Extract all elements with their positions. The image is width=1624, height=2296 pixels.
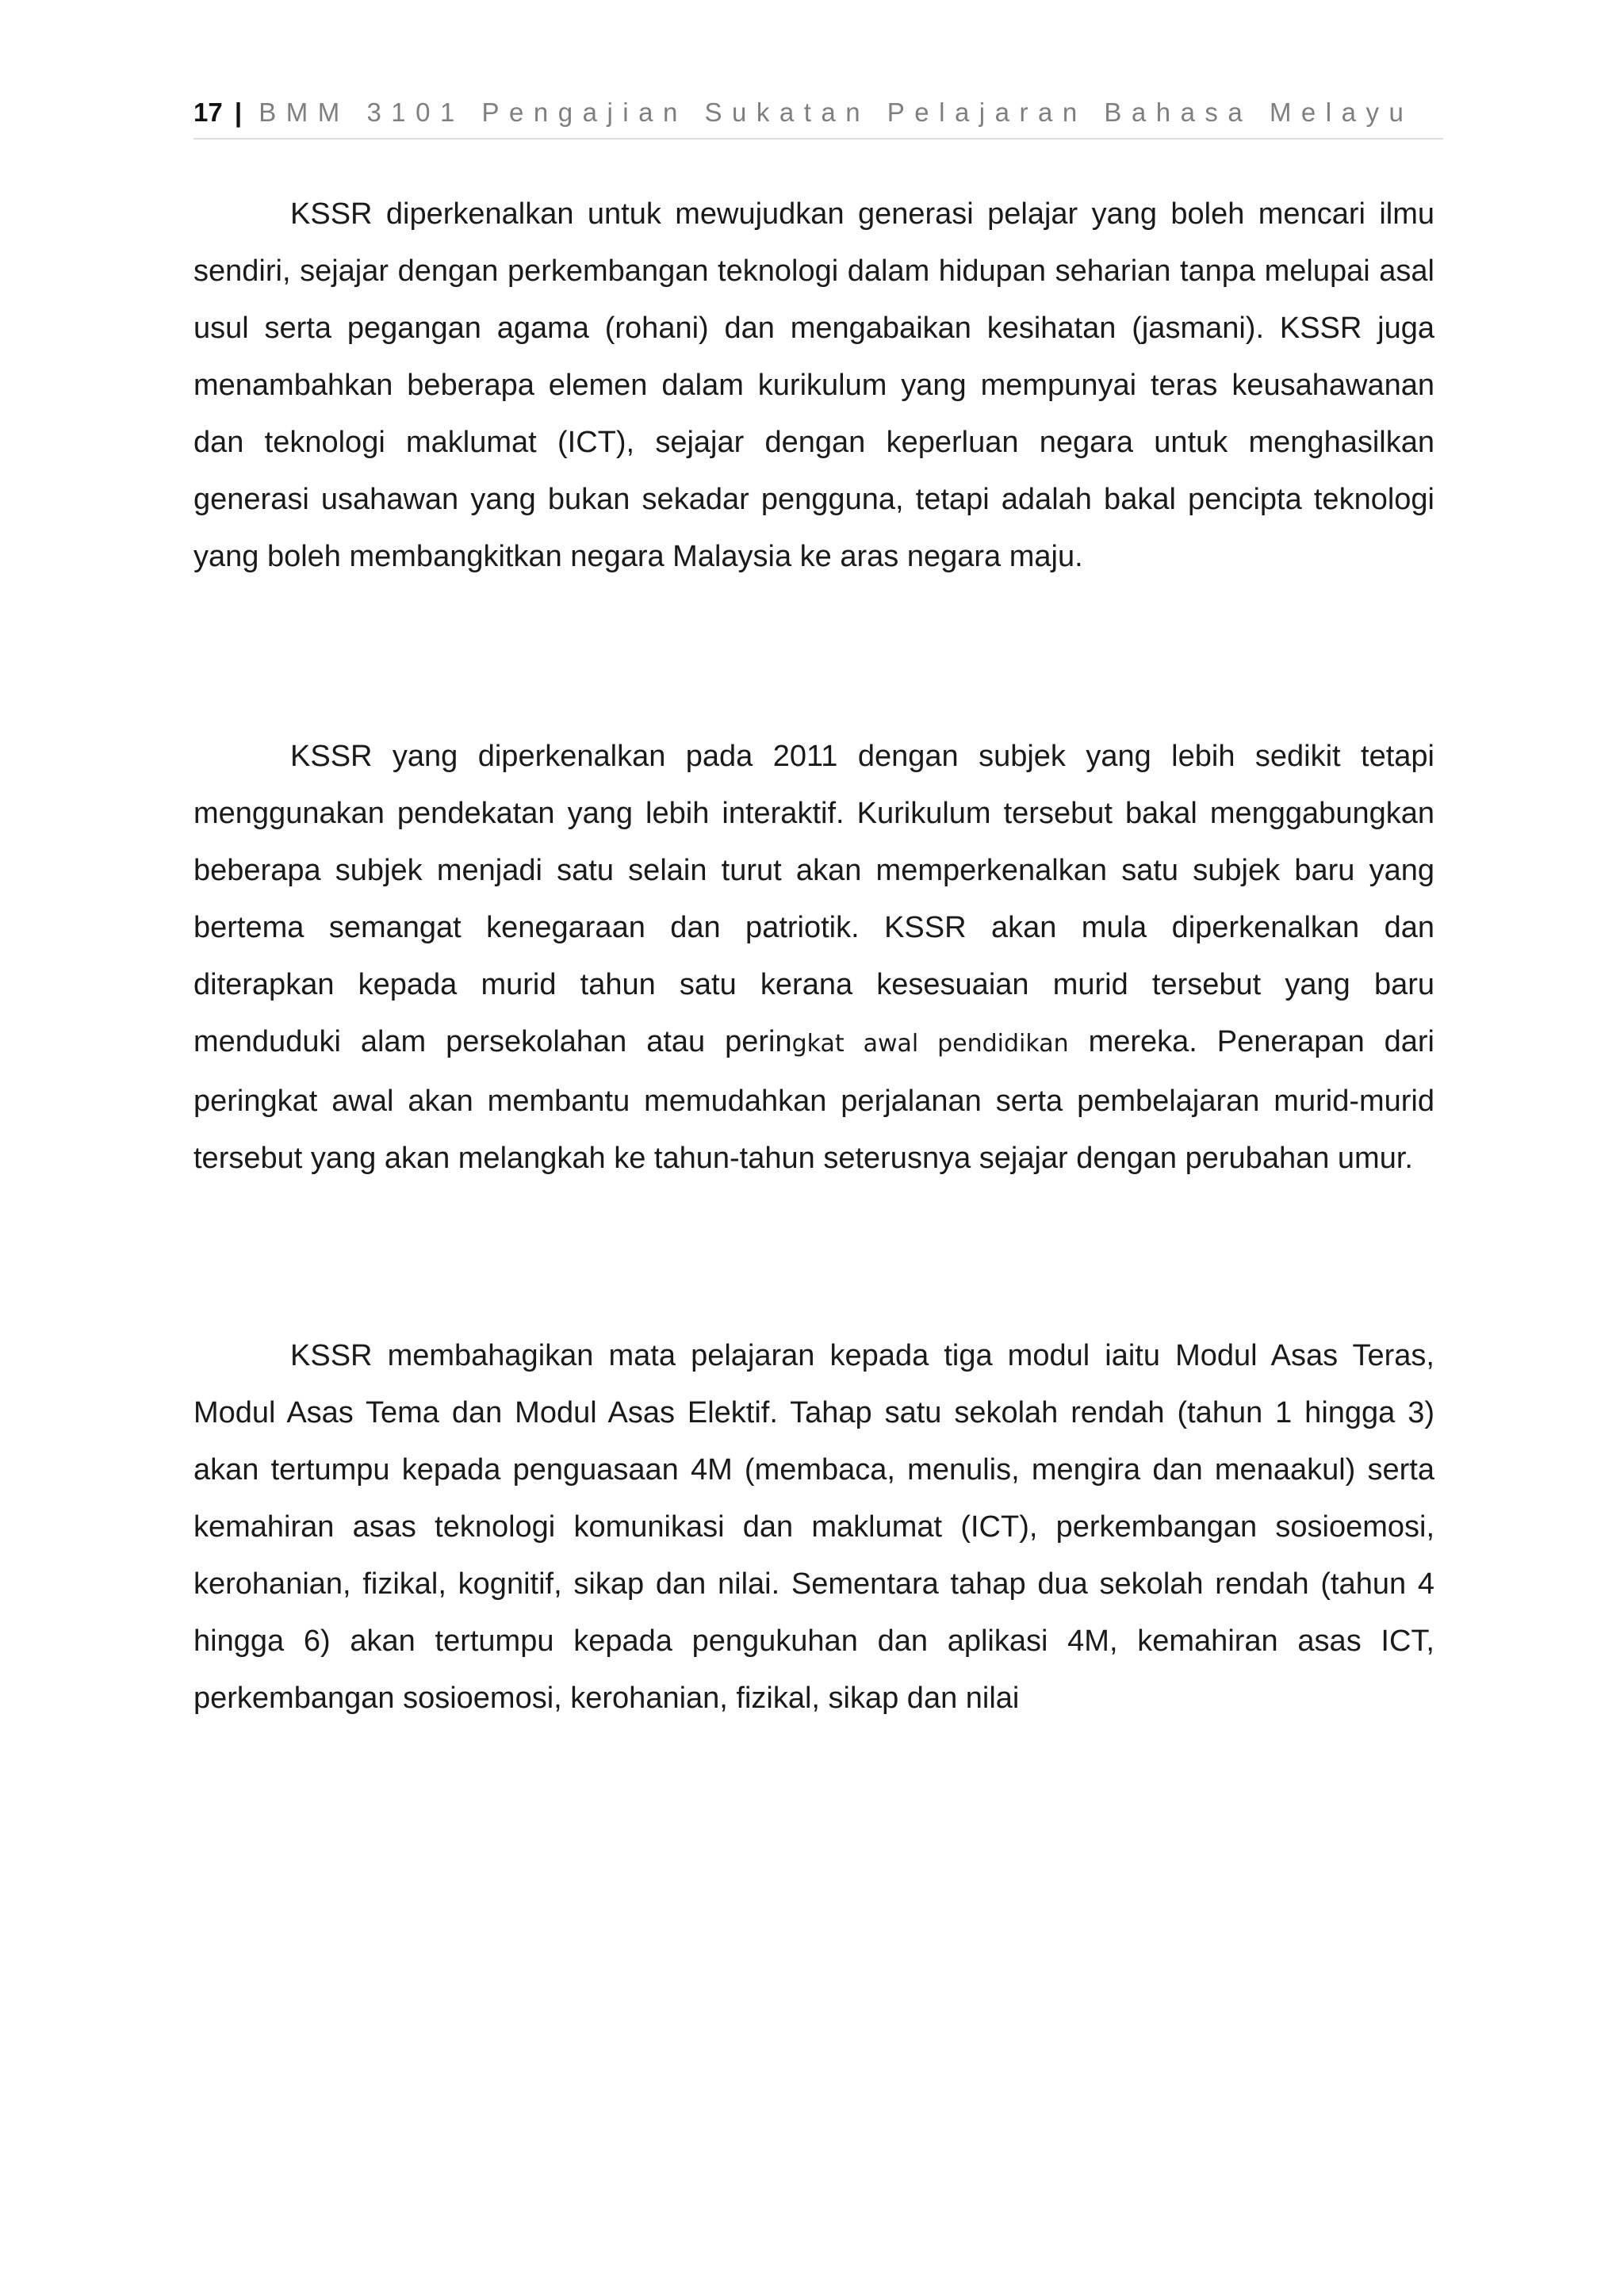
paragraph-2-start: KSSR yang diperkenalkan pada 2011 dengan subjek yang lebih sedikit tetapi menggunakan pendekatan yang lebih interaktif. Kurikulum tersebut bakal menggabungkan beberapa subjek menjadi satu selain turut akan memperkenalkan satu subjek baru yang bertema semangat kenegaraan dan patriotik. KSSR akan mula diperkenalkan dan diterapkan kepada murid tahun satu kerana kesesuaian murid tersebut yang baru menduduki alam persekolahan atau perin xyxy=(193,740,1434,1058)
page-number: 17 xyxy=(193,98,223,127)
paragraph-3: KSSR membahagikan mata pelajaran kepada tiga modul iaitu Modul Asas Teras, Modul Asas Tema dan Modul Asas Elektif. Tahap satu sekolah rendah (tahun 1 hingga 3) akan tertumpu kepada penguasaan 4M (membaca, menulis, mengira dan menaakul) serta kemahiran asas teknologi komunikasi dan maklumat (ICT), perkembangan sosioemosi, kerohanian, fizikal, kognitif, sikap dan nilai. Sementara tahap dua sekolah rendah (tahun 4 hingga 6) akan tertumpu kepada pengukuhan dan aplikasi 4M, kemahiran asas ICT, perkembangan sosioemosi, kerohanian, fizikal, sikap dan nilai xyxy=(193,1339,1434,1715)
page-header xyxy=(193,97,1443,140)
paragraph-2-end: mereka. Penerapan dari peringkat awal akan membantu memudahkan perjalanan serta pembelajaran murid-murid tersebut yang akan melangkah ke tahun-tahun seterusnya sejajar dengan perubahan umur. xyxy=(193,1025,1435,1175)
header-separator: | xyxy=(234,98,243,127)
paragraph-1: KSSR diperkenalkan untuk mewujudkan generasi pelajar yang boleh mencari ilmu sendiri, sejajar dengan perkembangan teknologi dalam hidupan seharian tanpa melupai asal usul serta pegangan agama (rohani) dan mengabaikan kesihatan (jasmani). KSSR juga menambahkan beberapa elemen dalam kurikulum yang mempunyai teras keusahawanan dan teknologi maklumat (ICT), sejajar dengan keperluan negara untuk menghasilkan generasi usahawan yang bukan sekadar pengguna, tetapi adalah bakal pencipta teknologi yang boleh membangkitkan negara Malaysia ke aras negara maju. xyxy=(193,197,1434,573)
paragraph-2-small-run: gkat awal pendidikan xyxy=(791,1030,1069,1058)
paragraph-2 xyxy=(193,728,1434,1187)
course-title: BMM 3101 Pengajian Sukatan Pelajaran Bahasa Melayu xyxy=(259,98,1414,127)
header-line xyxy=(193,97,1443,128)
